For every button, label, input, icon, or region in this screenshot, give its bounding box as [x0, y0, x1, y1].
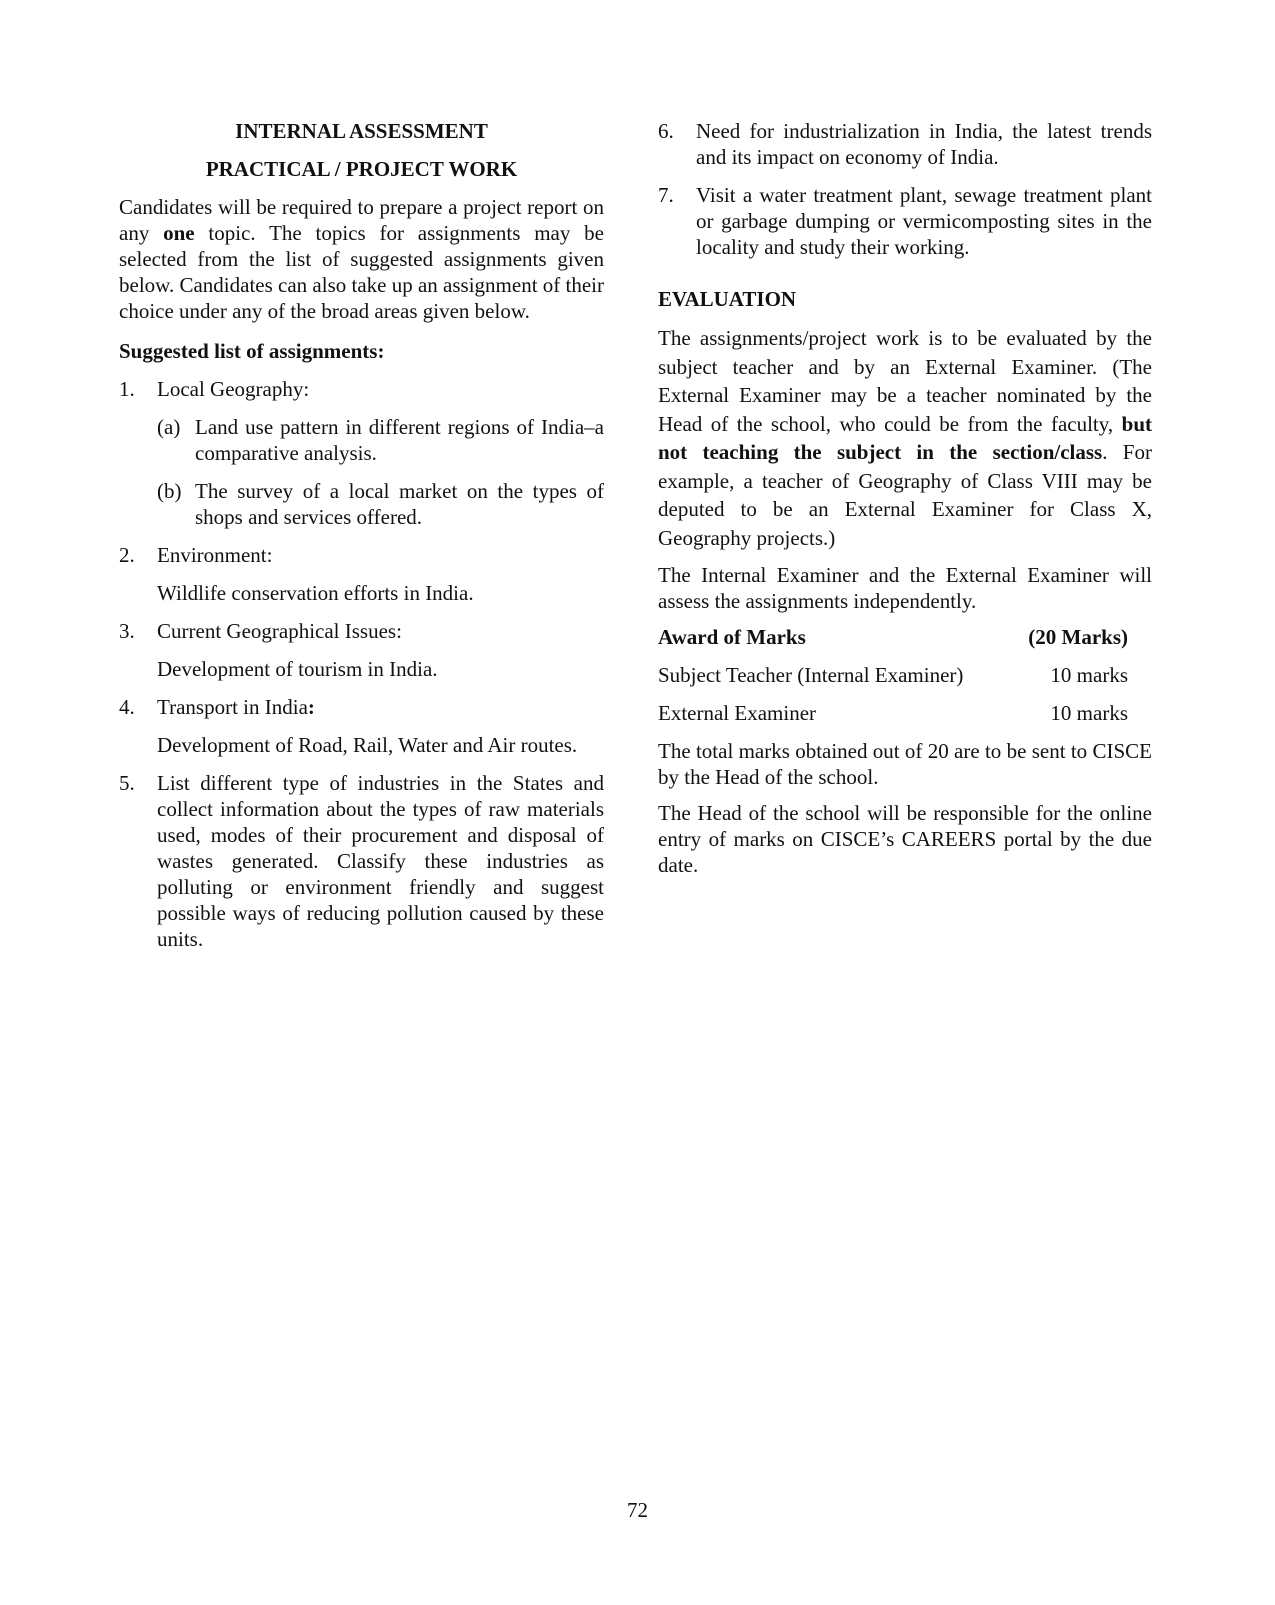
list-item-text: Local Geography: — [157, 377, 310, 401]
list-number: 3. — [119, 619, 135, 643]
list-item-6 — [658, 118, 1152, 170]
sub-item-text: The survey of a local market on the types of shops and services offered. — [195, 479, 604, 529]
right-column — [658, 118, 1152, 888]
section-heading-internal-assessment: INTERNAL ASSESSMENT — [235, 119, 488, 143]
list-number: 7. — [658, 183, 674, 207]
item-2-detail: Wildlife conservation efforts in India. — [157, 581, 474, 605]
page-number: 72 — [627, 1498, 648, 1522]
marks-label: Subject Teacher (Internal Examiner) — [658, 663, 964, 687]
award-total: (20 Marks) — [1028, 625, 1128, 649]
intro-text-2: topic. The topics for assignments may be selected from the list of suggested assignments given below. Candidates can also take up an assignment of their choice under any of the broad areas given below. — [119, 221, 604, 323]
list-number: 4. — [119, 695, 135, 719]
list-item-text: Need for industrialization in India, the latest trends and its impact on economy of India. — [696, 119, 1152, 169]
list-item-7 — [658, 182, 1152, 260]
evaluation-heading: EVALUATION — [658, 287, 797, 311]
eval-bold-text: but not teaching the subject in the section/class — [658, 411, 1152, 464]
marks-value: 10 marks — [1050, 701, 1128, 725]
award-title: Award of Marks — [658, 625, 806, 649]
sub-item-text: Land use pattern in different regions of India–a comparative analysis. — [195, 415, 604, 465]
item-3-detail: Development of tourism in India. — [157, 657, 438, 681]
sub-item-b — [119, 478, 604, 530]
item-4-detail: Development of Road, Rail, Water and Air routes. — [157, 733, 578, 757]
section-heading-project-work: PRACTICAL / PROJECT WORK — [205, 157, 518, 181]
sub-item-label: (b) — [157, 479, 182, 503]
list-number: 5. — [119, 771, 135, 795]
list-item-3 — [119, 618, 604, 644]
sub-item-label: (a) — [157, 415, 181, 439]
list-item-5 — [119, 770, 604, 952]
list-item-colon: : — [307, 695, 315, 719]
marks-row-external — [658, 700, 1152, 726]
list-number: 6. — [658, 119, 674, 143]
left-column — [119, 118, 604, 964]
award-of-marks-row — [658, 624, 1152, 650]
marks-label: External Examiner — [658, 701, 817, 725]
list-item-text: Transport in India — [157, 695, 308, 719]
intro-paragraph — [119, 194, 604, 324]
list-number: 1. — [119, 377, 135, 401]
list-item-2 — [119, 542, 604, 568]
list-item-text: Environment: — [157, 543, 273, 567]
head-responsibility-paragraph: The Head of the school will be responsible for the online entry of marks on CISCE’s CAREERS portal by the due date. — [658, 801, 1152, 877]
sub-item-a — [119, 414, 604, 466]
list-item-text: List different type of industries in the States and collect information about the types of raw materials used, modes of their procurement and disposal of wastes generated. Classify these industries as polluting or environment friendly and suggest possible ways of reducing pollution caused by these units. — [157, 771, 604, 951]
intro-bold-one: one — [163, 221, 195, 245]
list-item-4 — [119, 694, 604, 720]
list-number: 2. — [119, 543, 135, 567]
intro-text-1: Candidates will be required to prepare a project report on any — [119, 195, 604, 245]
marks-row-internal — [658, 662, 1152, 688]
evaluation-paragraph — [658, 324, 1152, 552]
examiner-paragraph: The Internal Examiner and the External Examiner will assess the assignments independently. — [658, 563, 1152, 613]
list-item-text: Visit a water treatment plant, sewage treatment plant or garbage dumping or vermicomposting sites in the locality and study their working. — [696, 183, 1152, 259]
marks-value: 10 marks — [1050, 663, 1128, 687]
eval-text-1: The assignments/project work is to be evaluated by the subject teacher and by an External Examiner. (The External Examiner may be a teacher nominated by the Head of the school, who could be from the faculty, — [658, 326, 1152, 436]
list-item-text: Current Geographical Issues: — [157, 619, 402, 643]
list-item-1 — [119, 376, 604, 402]
eval-text-2: . For example, a teacher of Geography of Class VIII may be deputed to be an External Examiner for Class X, Geography projects.) — [658, 440, 1152, 550]
total-marks-paragraph: The total marks obtained out of 20 are to be sent to CISCE by the Head of the school. — [658, 739, 1152, 789]
assignment-list-title: Suggested list of assignments: — [119, 339, 385, 363]
